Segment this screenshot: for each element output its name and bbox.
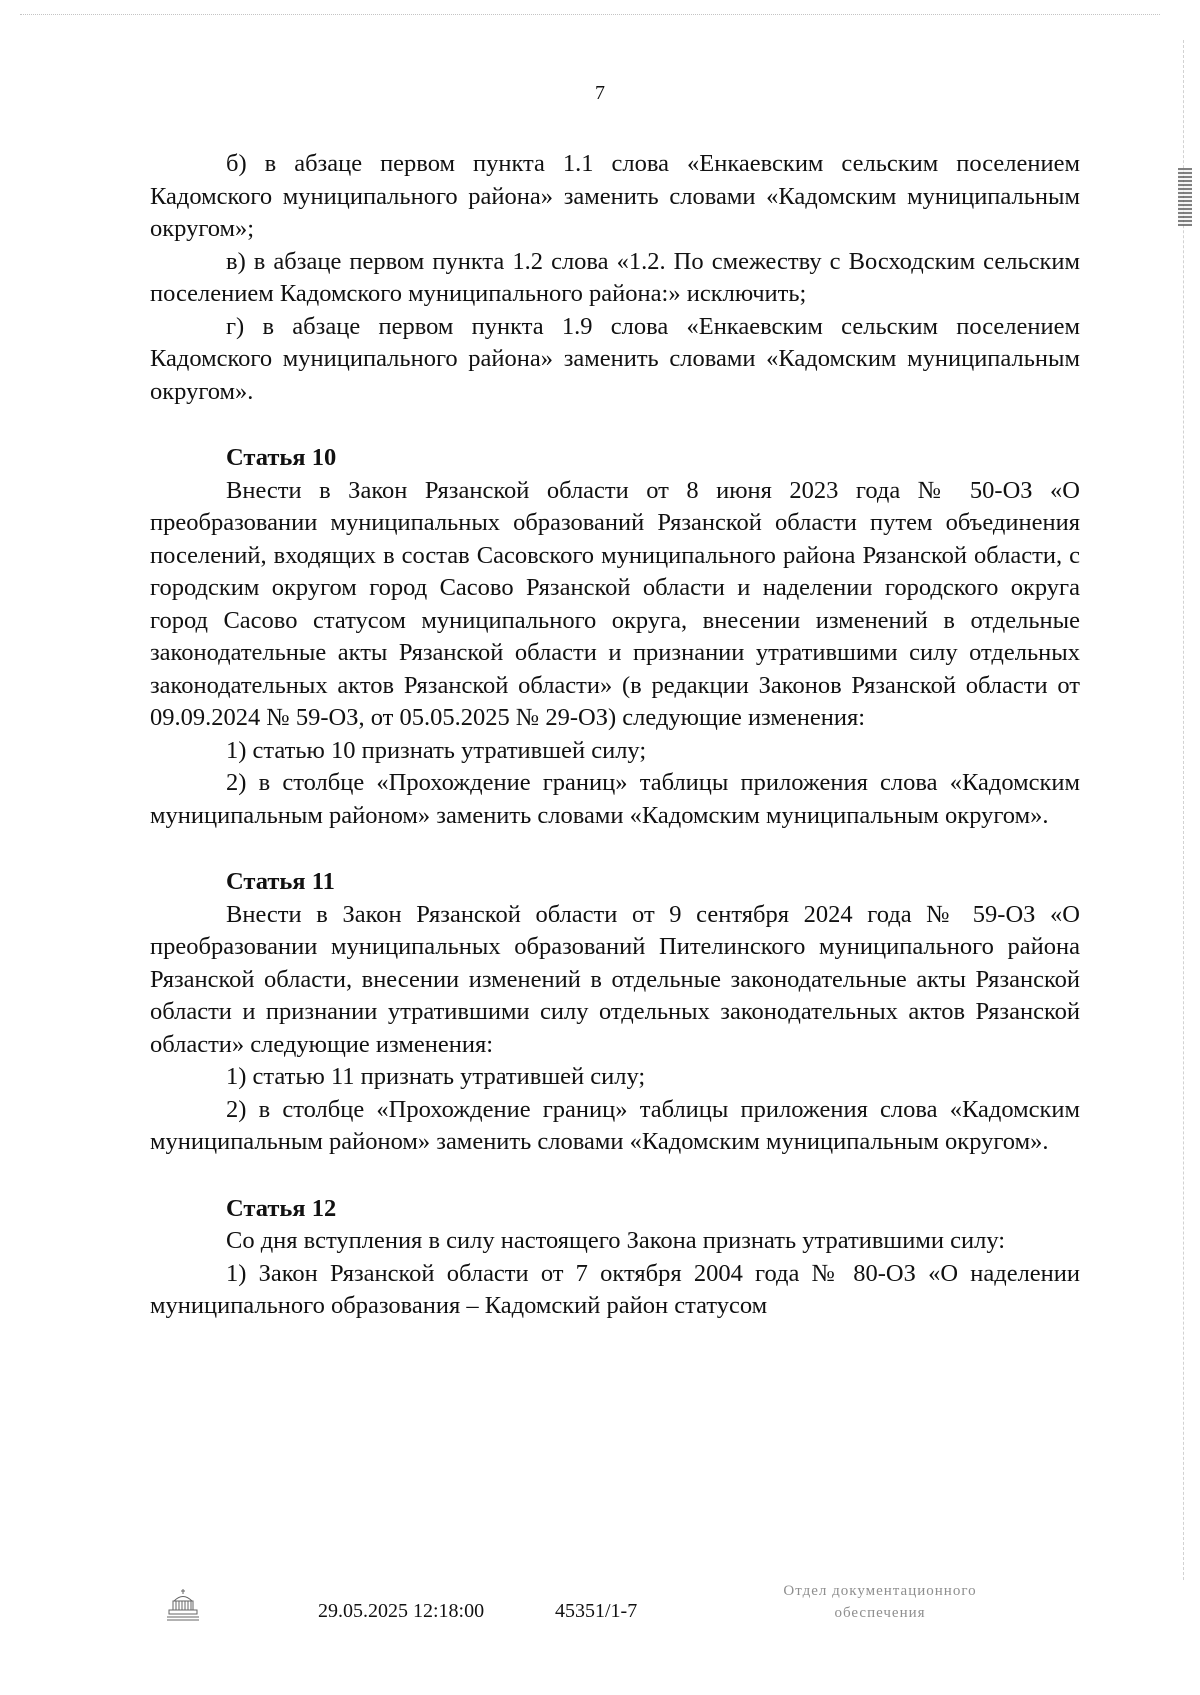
article-title: Статья 12 (226, 1194, 337, 1222)
paragraph: 1) Закон Рязанской области от 7 октября 2004 года № 80-ОЗ «О наделении муниципального образования – Кадомский район статусом (150, 1259, 1080, 1319)
article-title: Статья 11 (226, 868, 335, 895)
scan-edge-right (1183, 40, 1184, 1580)
department-stamp (730, 1580, 1030, 1624)
duma-logo-icon (165, 1588, 201, 1624)
paragraph: 2) в столбце «Прохождение границ» таблицы приложения слова «Кадомским муниципальным районом» заменить словами «Кадомским муниципальным округом». (150, 1095, 1080, 1155)
paragraph: Внести в Закон Рязанской области от 8 июня 2023 года № 50-ОЗ «О преобразовании муниципальных образований Рязанской области путем объединения поселений, входящих в состав Сасовского муниципального района Рязанской области, с городским округом город Сасово Рязанской области и наделении городского округа город Сасово статусом муниципального округа, внесении изменений в отдельные законодательные акты Рязанской области и признании утратившими силу отдельных законодательных актов Рязанской области» (в редакции Законов Рязанской области от 09.09.2024 № 59-ОЗ, от 05.05.2025 № 29-ОЗ) следующие изменения: (150, 476, 1080, 731)
article-10 (150, 442, 1080, 832)
paragraph: г) в абзаце первом пункта 1.9 слова «Енкаевским сельским поселением Кадомского муниципального района» заменить словами «Кадомским муниципальным округом». (150, 312, 1080, 405)
paragraph: 2) в столбце «Прохождение границ» таблицы приложения слова «Кадомским муниципальным районом» заменить словами «Кадомским муниципальным округом». (150, 769, 1080, 829)
paragraph: б) в абзаце первом пункта 1.1 слова «Енкаевским сельским поселением Кадомского муниципального района» заменить словами «Кадомским муниципальным округом»; (150, 150, 1080, 242)
paragraph: Со дня вступления в силу настоящего Закона признать утратившими силу: (226, 1227, 1006, 1254)
paragraph: Внести в Закон Рязанской области от 9 сентября 2024 года № 59-ОЗ «О преобразовании муниципальных образований Пителинского муниципального района Рязанской области, внесении изменений в отдельные законодательные акты Рязанской области и признании утратившими силу отдельных законодательных актов Рязанской области» следующие изменения: (150, 900, 1080, 1058)
paragraph: 1) статью 11 признать утратившей силу; (226, 1063, 646, 1090)
paragraph: в) в абзаце первом пункта 1.2 слова «1.2. По смежеству с Восходским сельским поселением Кадомского муниципального района:» исключить; (150, 247, 1080, 307)
article-11 (150, 866, 1080, 1159)
scan-marker (1178, 168, 1192, 226)
paragraph: 1) статью 10 признать утратившей силу; (226, 736, 647, 764)
footer-datetime: 29.05.2025 12:18:00 (318, 1600, 485, 1622)
article-12 (150, 1193, 1080, 1323)
scan-edge-top (20, 14, 1160, 15)
stamp-line: обеспечения (834, 1605, 926, 1621)
page-number: 7 (595, 82, 605, 104)
footer-doc-id: 45351/1-7 (555, 1600, 638, 1622)
stamp-line: Отдел документационного (783, 1583, 977, 1599)
document-body (150, 148, 1080, 1323)
article-title: Статья 10 (226, 444, 337, 471)
